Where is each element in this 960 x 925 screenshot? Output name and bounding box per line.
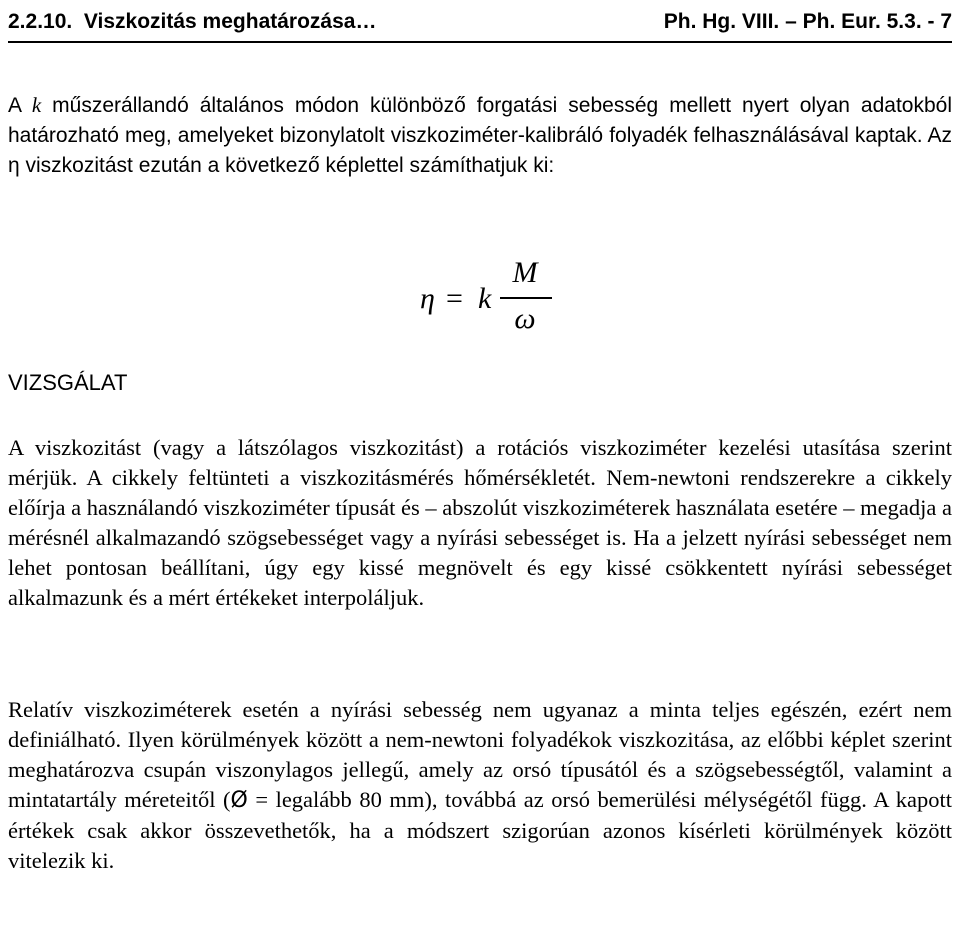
page-header [8,4,952,42]
relative-text-start: Relatív viszkoziméterek esetén a nyírási sebesség nem ugyanaz a minta teljes egészén, ezért nem definiálható. Ilyen körülmények között a nem-newtoni folyadékok viszkozitása, az előbbi képlet szerint meghatározva csupán viszonylagos jellegű, amely az orsó típusától és a szögsebességtől, valamint a mintatartály méreteitől ( [8,697,952,812]
formula-numerator: M [512,256,538,289]
viscosity-formula [420,256,620,346]
header-rule [8,41,952,43]
diameter-icon: Ø [230,788,248,813]
k-symbol: k [31,93,42,117]
section-heading: VIZSGÁLAT [8,370,128,395]
pharmacopoeia-reference: Ph. Hg. VIII. – Ph. Eur. 5.3. - 7 [663,10,952,33]
relative-viscometer-paragraph [8,695,952,876]
intro-paragraph [8,90,952,181]
formula-equals: = [446,282,463,315]
procedure-paragraph: A viszkozitást (vagy a látszólagos viszkozitást) a rotációs viszkoziméter kezelési utasítása szerint mérjük. A cikkely feltünteti a viszkozitásmérés hőmérsékletét. Nem-newtoni rendszerekre a cikkely előírja a használandó viszkoziméter típusát és – abszolút viszkoziméterek használata esetére – megadja a mérésnél alkalmazandó szögsebességet vagy a nyírási sebességet is. Ha a jelzett nyírási sebességet nem lehet pontosan beállítani, úgy egy kissé megnövelt és egy kissé csökkentett nyírási sebességet alkalmazunk és a mért értékeket interpoláljuk. [8,435,952,610]
fraction-bar [500,297,552,299]
intro-text-start: A [8,94,32,117]
formula-denominator: ω [514,302,536,335]
intro-text-rest: műszerállandó általános módon különböző forgatási sebesség mellett nyert olyan adatokból határozható meg, amelyeket bizonylatolt viszkoziméter-kalibráló folyadék felhasználásával kaptak. Az η viszkozitást ezután a következő képlettel számíthatjuk ki: [8,94,953,177]
section-title: 2.2.10. Viszkozitás meghatározása… [8,10,377,33]
formula-k: k [478,282,492,315]
relative-text-end: = legalább 80 mm), továbbá az orsó bemerülési mélységétől függ. A kapott értékek csak akkor összevethetők, ha a módszert szigorúan azonos kísérleti körülmények között vitelezik ki. [8,787,952,873]
formula-eta: η [420,282,435,315]
